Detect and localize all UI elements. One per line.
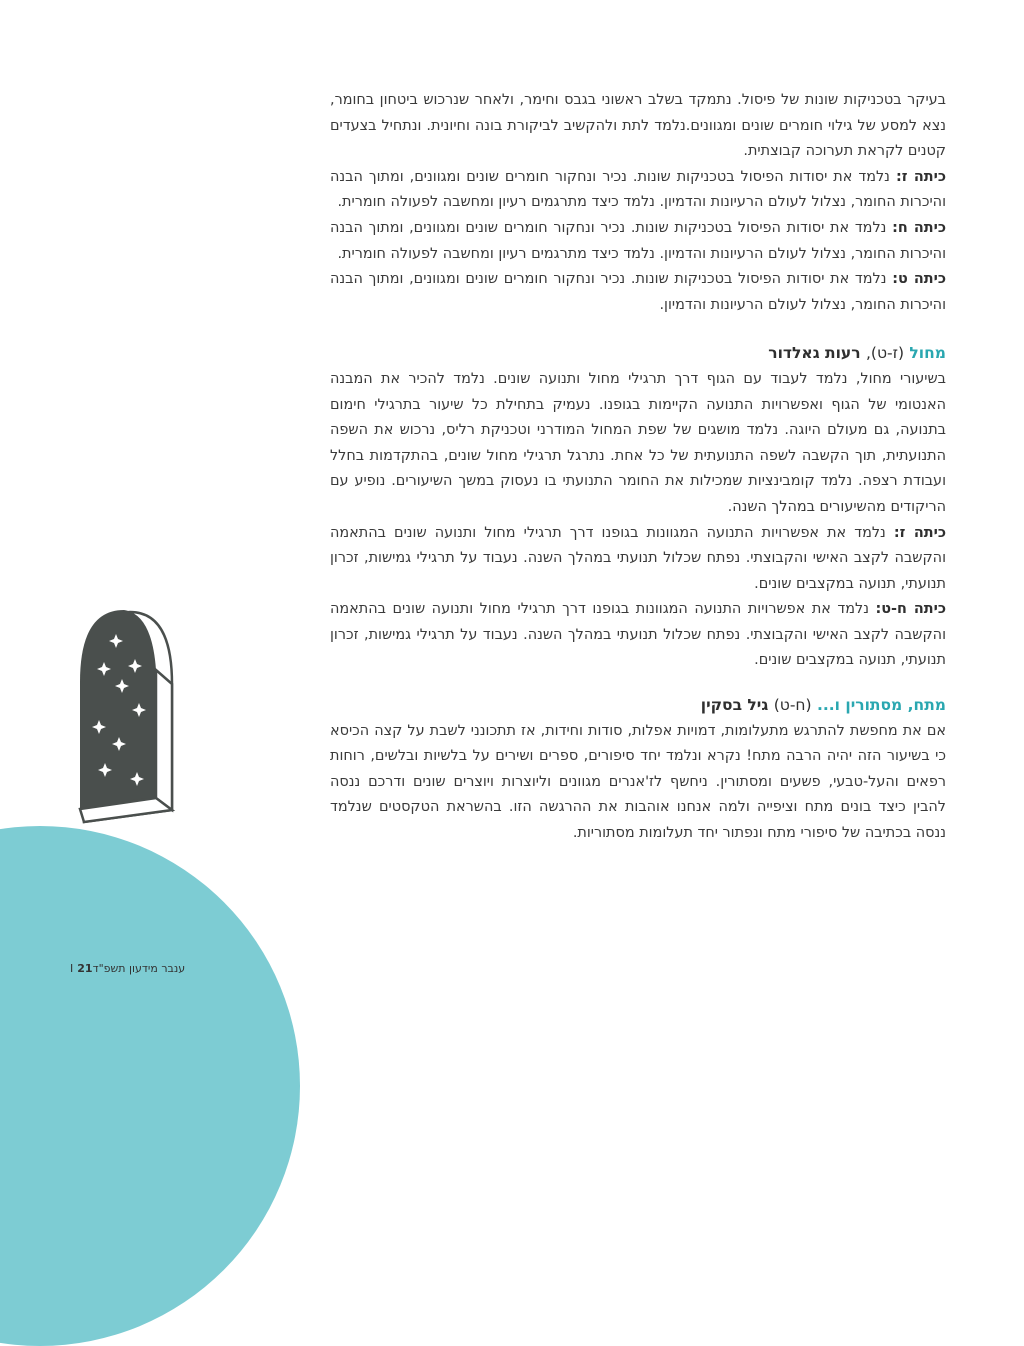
sculpture-grade-8 — [330, 216, 946, 267]
grade-label: כיתה ח: — [892, 219, 946, 236]
grade-label: כיתה ח-ט: — [875, 601, 946, 618]
mystery-title: מתח, מסתורין ו... — [817, 696, 946, 715]
dance-grade-8-9 — [330, 597, 946, 674]
dance-intro: בשיעורי מחול, נלמד לעבוד עם הגוף דרך תרגילי מחול ותנועה שונים. נלמד להכיר את המבנה האנטומי של הגוף ואפשרויות התנועה הקיימות בגופנו. נעמיק בתחילת כל שיעור בתרגילי חימום בתנועה, גם מעולם היוגה. נלמד מושגים של שפת המחול המודרני וטכניקת רליס, נרכוש את השפה התנועתית, תוך הקשבה לשפה התנועתית של כל אחת. נתרגל תרגילי מחול שונים, בהתקדמות בחלל ועבודת רצפה. נלמד קומבינציות שמכילות את החומר התנועתי בו נעסוק במשך השיעורים. נופיע עם הריקודים מהשיעורים במהלך השנה. — [330, 370, 946, 515]
page-number: 21 — [77, 962, 93, 975]
grade-text: נלמד את יסודות הפיסול בטכניקות שונות. נכיר ונחקור חומרים שונים ומגוונים, ומתוך הבנה והיכרות החומר, נצלול לעולם הרעיונות והדמיון. נלמד כיצד מתרגמים רעיון ומחשבה לפעולה חומרית. — [330, 168, 946, 211]
mystery-heading — [330, 693, 946, 719]
grade-text: נלמד את אפשרויות התנועה המגוונות בגופנו דרך תרגילי מחול ותנועה שונים בהתאמה והקשבה לקצב האישי והקבוצתי. נפתח שכלול תנועתי במהלך השנה. נעבוד על תרגילי גמישות, זכרון תנועתי, תנועה במקצבים שונים. — [330, 601, 946, 669]
section-spacer — [330, 674, 946, 693]
footer-title: ענבר מידעון תשפ"ד — [92, 962, 186, 975]
footer-separator: I — [70, 962, 74, 975]
mystery-teacher: גיל בסקין — [700, 696, 769, 715]
grade-label: כיתה ז: — [893, 524, 946, 541]
page-footer — [66, 962, 185, 975]
mystery-grades: (ח-ט) — [773, 696, 812, 715]
sculpture-grade-7 — [330, 165, 946, 216]
grade-text: נלמד את אפשרויות התנועה המגוונות בגופנו דרך תרגילי מחול ותנועה שונים בהתאמה והקשבה לקצב האישי והקבוצתי. נפתח שכלול תנועתי במהלך השנה. נעבוד על תרגילי גמישות, זכרון תנועתי, תנועה במקצבים שונים. — [330, 524, 946, 592]
dance-title: מחול — [909, 344, 946, 363]
mystery-text: אם את מחפשת להתרגש מתעלומות, דמויות אפלות, סודות וחידות, אז תתכונני לשבת על קצה הכיסא כי בשיעור הזה יהיה הרבה מתח! נקרא ונלמד יחד סיפורים, ספרים ושירים על בלשיות ובלשים, רוחות רפאים והעל-טבעי, פשעים ומסתורין. ניחשף לז'אנרים מגוונים וליוצרות ויוצרים שונים ודרכם ננסה להבין כיצד בונים מתח וציפייה ולמה אנחנו אוהבות את ההרגשה הזו. בהשראת הטקסטים שנלמד ננסה בכתיבה של סיפורי מתח ונפתור יחד תעלומות מסתוריות. — [330, 722, 946, 842]
dance-grades: (ז-ט), — [865, 344, 905, 363]
corner-decoration-circle — [0, 826, 300, 1346]
dance-heading — [330, 341, 946, 367]
dance-grade-7 — [330, 521, 946, 598]
article-body — [330, 88, 946, 847]
arched-window-with-stars-icon — [76, 610, 176, 830]
grade-label: כיתה ז: — [895, 168, 947, 185]
sculpture-intro: בעיקר בטכניקות שונות של פיסול. נתמקד בשלב ראשוני בגבס וחימר, ולאחר שנרכוש ביטחון בחומר, נצא למסע של גילוי חומרים שונים ומגוונים.נלמד לתת ולהקשיב לביקורת בונה וחיונית. ונתחיל בצעדים קטנים לקראת תערוכה קבוצתית. — [330, 92, 946, 160]
grade-label: כיתה ט: — [892, 271, 946, 288]
section-spacer — [330, 318, 946, 341]
dance-teacher: רעות גאלדור — [768, 344, 861, 363]
sculpture-grade-9 — [330, 267, 946, 318]
grade-text: נלמד את יסודות הפיסול בטכניקות שונות. נכיר ונחקור חומרים שונים ומגוונים, ומתוך הבנה והיכרות החומר, נצלול לעולם הרעיונות והדמיון. נלמד כיצד מתרגמים רעיון ומחשבה לפעולה חומרית. — [330, 219, 946, 262]
grade-text: נלמד את יסודות הפיסול בטכניקות שונות. נכיר ונחקור חומרים שונים ומגוונים, ומתוך הבנה והיכרות החומר, נצלול לעולם הרעיונות והדמיון. — [330, 271, 946, 313]
